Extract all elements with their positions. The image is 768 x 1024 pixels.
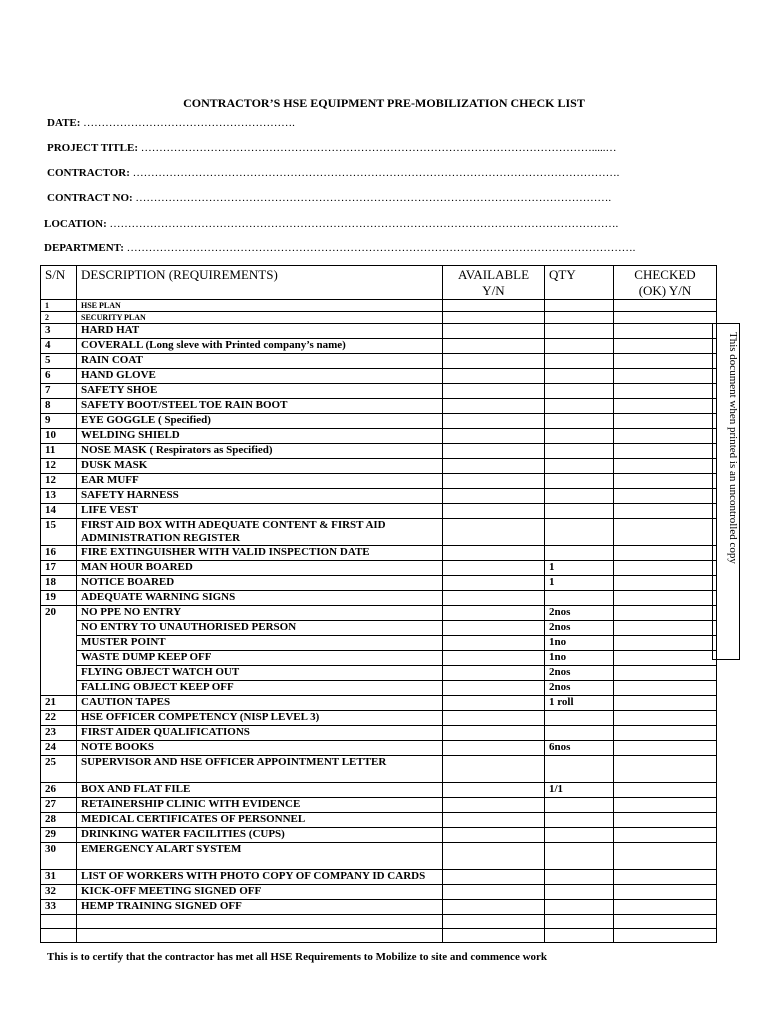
row-available-cell [443, 576, 545, 591]
row-available-cell [443, 546, 545, 561]
row-description: NOTE BOOKS [77, 741, 443, 756]
row-available-cell [443, 696, 545, 711]
date-label: DATE: [47, 117, 81, 129]
table-row [41, 354, 717, 369]
row-checked-cell [614, 339, 717, 354]
row-description: FIRST AIDER QUALIFICATIONS [77, 726, 443, 741]
row-sn: 6 [41, 369, 77, 384]
row-checked-cell [614, 444, 717, 459]
row-checked-cell [614, 621, 717, 636]
table-row [41, 870, 717, 885]
row-qty [545, 312, 614, 324]
row-description: SECURITY PLAN [77, 312, 443, 324]
row-available-cell [443, 369, 545, 384]
row-available-cell [443, 384, 545, 399]
row-checked-cell [614, 576, 717, 591]
row-qty [545, 399, 614, 414]
date-field [47, 117, 347, 129]
row-sn: 18 [41, 576, 77, 591]
row-checked-cell [614, 756, 717, 783]
row-qty: 2nos [545, 681, 614, 696]
row-sn: 1 [41, 300, 77, 312]
table-row [41, 369, 717, 384]
table-row [41, 399, 717, 414]
table-row [41, 474, 717, 489]
table-row [41, 561, 717, 576]
row-qty: 2nos [545, 606, 614, 621]
blank-cell [545, 915, 614, 929]
header-checked-line1: CHECKED [634, 267, 696, 282]
row-qty [545, 369, 614, 384]
row-available-cell [443, 561, 545, 576]
row-description: MUSTER POINT [77, 636, 443, 651]
table-row [41, 621, 717, 636]
row-qty [545, 504, 614, 519]
row-available-cell [443, 885, 545, 900]
row-sn: 4 [41, 339, 77, 354]
row-available-cell [443, 666, 545, 681]
project-title-blank: …………………………………………………………………………………………………………….....… [140, 142, 617, 154]
contractor-label: CONTRACTOR: [47, 167, 130, 179]
row-sn: 16 [41, 546, 77, 561]
blank-cell [545, 929, 614, 943]
row-sn: 27 [41, 798, 77, 813]
row-sn: 26 [41, 783, 77, 798]
table-row [41, 489, 717, 504]
row-available-cell [443, 339, 545, 354]
blank-cell [443, 915, 545, 929]
row-available-cell [443, 324, 545, 339]
department-field [44, 242, 716, 254]
row-checked-cell [614, 546, 717, 561]
table-row [41, 546, 717, 561]
row-checked-cell [614, 519, 717, 546]
row-description: SUPERVISOR AND HSE OFFICER APPOINTMENT LETTER [77, 756, 443, 783]
department-label: DEPARTMENT: [44, 242, 124, 254]
row-sn: 20 [41, 606, 77, 696]
row-qty: 1 roll [545, 696, 614, 711]
blank-cell [41, 929, 77, 943]
table-row [41, 666, 717, 681]
row-available-cell [443, 756, 545, 783]
row-checked-cell [614, 711, 717, 726]
row-available-cell [443, 711, 545, 726]
project-title-label: PROJECT TITLE: [47, 142, 138, 154]
row-checked-cell [614, 606, 717, 621]
row-description: HARD HAT [77, 324, 443, 339]
row-checked-cell [614, 561, 717, 576]
row-description: HEMP TRAINING SIGNED OFF [77, 900, 443, 915]
header-available-line2: Y/N [482, 283, 505, 298]
row-qty [545, 870, 614, 885]
row-qty [545, 726, 614, 741]
header-checked-line2: (OK) Y/N [638, 283, 692, 298]
table-row [41, 636, 717, 651]
row-available-cell [443, 741, 545, 756]
date-blank: …………………………………………………. [83, 117, 295, 129]
table-row [41, 813, 717, 828]
row-checked-cell [614, 666, 717, 681]
header-description: DESCRIPTION (REQUIREMENTS) [77, 266, 443, 300]
row-description: HSE OFFICER COMPETENCY (NISP LEVEL 3) [77, 711, 443, 726]
row-qty [545, 711, 614, 726]
row-description: EYE GOGGLE ( Specified) [77, 414, 443, 429]
row-qty: 2nos [545, 621, 614, 636]
row-checked-cell [614, 885, 717, 900]
row-sn: 29 [41, 828, 77, 843]
row-checked-cell [614, 429, 717, 444]
row-description: SAFETY SHOE [77, 384, 443, 399]
row-qty [545, 384, 614, 399]
row-checked-cell [614, 813, 717, 828]
row-qty [545, 489, 614, 504]
row-description: CAUTION TAPES [77, 696, 443, 711]
row-qty [545, 591, 614, 606]
uncontrolled-copy-note [712, 323, 740, 660]
row-description: FALLING OBJECT KEEP OFF [77, 681, 443, 696]
row-available-cell [443, 459, 545, 474]
row-checked-cell [614, 870, 717, 885]
blank-cell [614, 915, 717, 929]
row-available-cell [443, 813, 545, 828]
table-row [41, 459, 717, 474]
row-qty [545, 546, 614, 561]
header-available [443, 266, 545, 300]
row-description: NO PPE NO ENTRY [77, 606, 443, 621]
row-available-cell [443, 828, 545, 843]
row-checked-cell [614, 369, 717, 384]
row-checked-cell [614, 741, 717, 756]
row-description: MEDICAL CERTIFICATES OF PERSONNEL [77, 813, 443, 828]
table-row [41, 756, 717, 783]
table-row [41, 429, 717, 444]
header-available-line1: AVAILABLE [457, 267, 530, 282]
table-row [41, 414, 717, 429]
row-checked-cell [614, 459, 717, 474]
row-description: WASTE DUMP KEEP OFF [77, 651, 443, 666]
row-checked-cell [614, 384, 717, 399]
row-qty [545, 300, 614, 312]
row-checked-cell [614, 636, 717, 651]
row-qty [545, 798, 614, 813]
row-description: KICK-OFF MEETING SIGNED OFF [77, 885, 443, 900]
row-qty [545, 354, 614, 369]
row-available-cell [443, 726, 545, 741]
row-checked-cell [614, 726, 717, 741]
row-sn: 25 [41, 756, 77, 783]
row-available-cell [443, 504, 545, 519]
row-available-cell [443, 870, 545, 885]
table-row [41, 339, 717, 354]
row-sn: 15 [41, 519, 77, 546]
row-checked-cell [614, 783, 717, 798]
row-description: HSE PLAN [77, 300, 443, 312]
row-available-cell [443, 900, 545, 915]
row-description: SAFETY HARNESS [77, 489, 443, 504]
checklist-table [40, 265, 717, 943]
header-sn: S/N [41, 266, 77, 300]
row-available-cell [443, 651, 545, 666]
row-available-cell [443, 681, 545, 696]
row-description: ADEQUATE WARNING SIGNS [77, 591, 443, 606]
row-qty: 1no [545, 636, 614, 651]
project-title-field [47, 142, 711, 154]
row-description: LIST OF WORKERS WITH PHOTO COPY OF COMPANY ID CARDS [77, 870, 443, 885]
row-description: FIRST AID BOX WITH ADEQUATE CONTENT & FIRST AID ADMINISTRATION REGISTER [77, 519, 443, 546]
location-blank: …………………………………………………………………………………………………………………………. [109, 218, 619, 230]
row-checked-cell [614, 651, 717, 666]
row-available-cell [443, 399, 545, 414]
table-row-blank [41, 929, 717, 943]
row-available-cell [443, 489, 545, 504]
table-row [41, 783, 717, 798]
row-sn: 3 [41, 324, 77, 339]
row-sn: 22 [41, 711, 77, 726]
row-checked-cell [614, 828, 717, 843]
row-available-cell [443, 354, 545, 369]
table-row [41, 726, 717, 741]
row-checked-cell [614, 504, 717, 519]
certification-statement: This is to certify that the contractor has met all HSE Requirements to Mobilize to site and commence work [47, 951, 548, 963]
row-qty [545, 813, 614, 828]
row-description: NO ENTRY TO UNAUTHORISED PERSON [77, 621, 443, 636]
contractor-field [47, 167, 711, 179]
table-row [41, 519, 717, 546]
row-qty [545, 900, 614, 915]
row-available-cell [443, 591, 545, 606]
table-row [41, 681, 717, 696]
blank-cell [77, 915, 443, 929]
row-description: DRINKING WATER FACILITIES (CUPS) [77, 828, 443, 843]
row-sn: 24 [41, 741, 77, 756]
row-available-cell [443, 429, 545, 444]
row-sn: 8 [41, 399, 77, 414]
uncontrolled-copy-text: This document when printed is an uncontrolled copy [727, 332, 739, 564]
row-checked-cell [614, 399, 717, 414]
row-available-cell [443, 606, 545, 621]
table-row [41, 711, 717, 726]
contractor-blank: ……………………………………………………………………………………………………………………. [132, 167, 620, 179]
row-qty [545, 519, 614, 546]
row-qty: 2nos [545, 666, 614, 681]
row-description: HAND GLOVE [77, 369, 443, 384]
table-row [41, 798, 717, 813]
table-row [41, 444, 717, 459]
row-description: NOTICE BOARED [77, 576, 443, 591]
row-available-cell [443, 300, 545, 312]
row-sn: 32 [41, 885, 77, 900]
row-description: COVERALL (Long sleve with Printed company’s name) [77, 339, 443, 354]
blank-cell [41, 915, 77, 929]
header-checked [614, 266, 717, 300]
blank-cell [77, 929, 443, 943]
row-sn: 12 [41, 459, 77, 474]
row-checked-cell [614, 354, 717, 369]
row-qty [545, 756, 614, 783]
row-available-cell [443, 519, 545, 546]
row-qty: 6nos [545, 741, 614, 756]
row-qty: 1no [545, 651, 614, 666]
row-qty: 1/1 [545, 783, 614, 798]
row-qty [545, 414, 614, 429]
row-description: DUSK MASK [77, 459, 443, 474]
row-description: EAR MUFF [77, 474, 443, 489]
row-sn: 9 [41, 414, 77, 429]
row-sn: 7 [41, 384, 77, 399]
table-row [41, 504, 717, 519]
row-description: WELDING SHIELD [77, 429, 443, 444]
row-available-cell [443, 474, 545, 489]
row-description: NOSE MASK ( Respirators as Specified) [77, 444, 443, 459]
table-row-blank [41, 915, 717, 929]
row-sn: 33 [41, 900, 77, 915]
table-row [41, 576, 717, 591]
row-checked-cell [614, 798, 717, 813]
row-checked-cell [614, 300, 717, 312]
table-row [41, 741, 717, 756]
table-row [41, 300, 717, 312]
row-sn: 14 [41, 504, 77, 519]
row-available-cell [443, 843, 545, 870]
row-description: BOX AND FLAT FILE [77, 783, 443, 798]
table-row [41, 591, 717, 606]
row-qty [545, 459, 614, 474]
row-qty: 1 [545, 561, 614, 576]
header-qty: QTY [545, 266, 614, 300]
row-checked-cell [614, 312, 717, 324]
row-qty [545, 843, 614, 870]
row-sn: 21 [41, 696, 77, 711]
row-checked-cell [614, 591, 717, 606]
table-row [41, 885, 717, 900]
row-sn: 30 [41, 843, 77, 870]
row-qty [545, 474, 614, 489]
table-row [41, 696, 717, 711]
row-qty [545, 429, 614, 444]
row-qty [545, 444, 614, 459]
row-sn: 19 [41, 591, 77, 606]
row-sn: 10 [41, 429, 77, 444]
table-row [41, 312, 717, 324]
row-qty [545, 339, 614, 354]
row-sn: 11 [41, 444, 77, 459]
row-available-cell [443, 636, 545, 651]
row-checked-cell [614, 324, 717, 339]
row-checked-cell [614, 414, 717, 429]
row-description: MAN HOUR BOARED [77, 561, 443, 576]
row-sn: 31 [41, 870, 77, 885]
row-available-cell [443, 312, 545, 324]
contract-no-field [47, 192, 711, 204]
row-qty [545, 885, 614, 900]
blank-cell [614, 929, 717, 943]
row-available-cell [443, 444, 545, 459]
row-description: EMERGENCY ALART SYSTEM [77, 843, 443, 870]
row-description: SAFETY BOOT/STEEL TOE RAIN BOOT [77, 399, 443, 414]
row-description: LIFE VEST [77, 504, 443, 519]
row-checked-cell [614, 681, 717, 696]
table-row [41, 828, 717, 843]
location-field [44, 218, 714, 230]
row-qty: 1 [545, 576, 614, 591]
row-sn: 23 [41, 726, 77, 741]
row-checked-cell [614, 696, 717, 711]
row-checked-cell [614, 489, 717, 504]
row-qty [545, 324, 614, 339]
row-checked-cell [614, 900, 717, 915]
row-available-cell [443, 414, 545, 429]
row-sn: 28 [41, 813, 77, 828]
row-checked-cell [614, 474, 717, 489]
location-label: LOCATION: [44, 218, 107, 230]
table-row [41, 843, 717, 870]
row-available-cell [443, 798, 545, 813]
row-available-cell [443, 621, 545, 636]
table-row [41, 324, 717, 339]
row-sn: 17 [41, 561, 77, 576]
row-sn: 12 [41, 474, 77, 489]
row-description: FLYING OBJECT WATCH OUT [77, 666, 443, 681]
row-sn: 2 [41, 312, 77, 324]
row-qty [545, 828, 614, 843]
table-row [41, 900, 717, 915]
row-available-cell [443, 783, 545, 798]
contract-no-blank: …………………………………………………………………………………………………………………. [135, 192, 612, 204]
row-description: FIRE EXTINGUISHER WITH VALID INSPECTION DATE [77, 546, 443, 561]
row-description: RAIN COAT [77, 354, 443, 369]
department-blank: …………………………………………………………………………………………………………………………. [126, 242, 636, 254]
contract-no-label: CONTRACT NO: [47, 192, 133, 204]
blank-cell [443, 929, 545, 943]
row-sn: 5 [41, 354, 77, 369]
table-row [41, 606, 717, 621]
document-title: CONTRACTOR’S HSE EQUIPMENT PRE-MOBILIZATION CHECK LIST [183, 96, 585, 110]
row-description: RETAINERSHIP CLINIC WITH EVIDENCE [77, 798, 443, 813]
row-checked-cell [614, 843, 717, 870]
table-row [41, 651, 717, 666]
row-sn: 13 [41, 489, 77, 504]
table-row [41, 384, 717, 399]
